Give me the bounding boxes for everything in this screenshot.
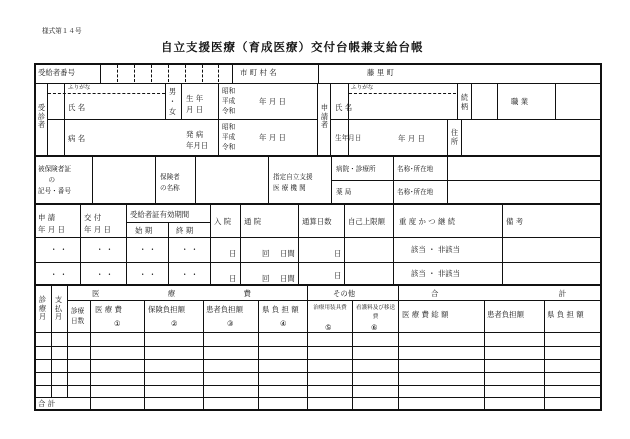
hospital-days-unit-1: 日 <box>229 249 237 258</box>
validity-start-1: ・ ・ <box>139 245 157 254</box>
col-patient-share: 患者負担額 <box>206 305 243 314</box>
application-date-2: ・ ・ <box>50 270 68 279</box>
patient-section-label: 受 診 者 <box>37 103 46 129</box>
form-number: 様式第１４号 <box>42 27 82 35</box>
total-days-unit-2: 日 <box>334 271 342 280</box>
sum-row-label: 合 計 <box>38 399 56 408</box>
validity-end-2: ・ ・ <box>181 270 199 279</box>
col-medical-cost: 医 療 費 <box>95 305 122 314</box>
insurer-label: 保険者 の名称 <box>160 173 180 192</box>
patient-name-label: 氏 名 <box>68 103 86 112</box>
col-nursing-transport: 看護料及び移送費 <box>355 305 396 320</box>
payment-month-label: 支 払 月 <box>54 295 63 321</box>
validity-end-label: 終 期 <box>176 226 194 235</box>
municipality-label: 市 町 村 名 <box>240 68 277 77</box>
medical-cost-header: 医 療 費 <box>92 289 251 298</box>
patient-birth-eras: 昭和 平成 令和 <box>222 87 236 115</box>
onset-eras: 昭和 平成 令和 <box>222 123 236 151</box>
total-days-unit-1: 日 <box>334 249 342 258</box>
patient-furigana-label: ふりがな <box>68 85 91 91</box>
onset-ymd: 年 月 日 <box>259 133 286 142</box>
col-insurance-share: 保険負担額 <box>148 305 185 314</box>
other-header: その他 <box>333 289 356 298</box>
hospital-label: 病院・診療所 <box>336 165 376 173</box>
hospital-days-unit-2: 日 <box>229 274 237 283</box>
treatment-days-label: 診療 日数 <box>71 307 85 325</box>
applicant-birth-ymd: 年 月 日 <box>398 134 425 143</box>
issue-date-2: ・ ・ <box>96 270 114 279</box>
col-orthosis-cost-num: ⑤ <box>325 323 332 332</box>
address-label: 住 所 <box>450 128 459 146</box>
disease-label: 病 名 <box>68 134 86 143</box>
total-header: 合 計 <box>431 289 567 298</box>
col-nursing-transport-num: ⑥ <box>371 323 378 332</box>
col-insurance-share-num: ② <box>171 319 178 328</box>
page-title: 自立支援医療（育成医療）交付台帳兼支給台帳 <box>161 40 424 54</box>
outpatient-label: 通 院 <box>244 217 262 226</box>
hospital-name-address-label: 名称･所在地 <box>397 165 434 173</box>
pharmacy-name-address-label: 名称･所在地 <box>397 188 434 196</box>
application-date-1: ・ ・ <box>50 245 68 254</box>
designated-institution-label: 指定自立支援 医 療 機 関 <box>273 173 313 192</box>
sex-selector[interactable]: 男 ・ 女 <box>168 87 177 116</box>
application-date-label: 申 請 年 月 日 <box>38 213 65 234</box>
validity-start-label: 始 期 <box>135 226 153 235</box>
hospitalization-label: 入 院 <box>214 217 232 226</box>
col-prefecture-share: 県 負 担 額 <box>262 305 299 314</box>
severity-label: 重 度 か つ 継 続 <box>399 217 456 226</box>
col-total-patient-share: 患者負担額 <box>487 310 524 319</box>
validity-end-1: ・ ・ <box>181 245 199 254</box>
col-medical-cost-num: ① <box>114 319 121 328</box>
validity-start-2: ・ ・ <box>139 270 157 279</box>
severity-option-2[interactable]: 該当 ・ 非該当 <box>411 269 461 278</box>
municipality-value: 藤 里 町 <box>367 68 394 77</box>
visit-days-unit-2: 日間 <box>280 274 295 283</box>
validity-period-label: 受給者証有効期間 <box>130 210 190 219</box>
visit-count-unit-1: 回 <box>262 249 270 258</box>
col-prefecture-share-num: ④ <box>280 319 287 328</box>
copay-limit-label: 自己上限額 <box>348 217 385 226</box>
col-orthosis-cost: 治療用装具費 <box>313 305 347 311</box>
col-total-medical-cost: 医 療 費 総 額 <box>402 310 449 319</box>
onset-date-label: 発 病 年月日 <box>186 130 209 150</box>
visit-days-unit-1: 日間 <box>280 249 295 258</box>
applicant-furigana-label: ふりがな <box>351 85 374 91</box>
applicant-name-label: 氏 名 <box>335 103 353 112</box>
col-patient-share-num: ③ <box>227 319 234 328</box>
pharmacy-label: 薬 局 <box>336 188 352 196</box>
col-total-prefecture-share: 県 負 担 額 <box>547 310 584 319</box>
applicant-birthdate-label: 生年月日 <box>335 134 362 142</box>
remarks-label: 備 考 <box>506 217 524 226</box>
issue-date-label: 交 付 年 月 日 <box>84 213 111 234</box>
insured-card-label: 被保険者証 の 記号・番号 <box>38 165 71 195</box>
severity-option-1[interactable]: 該当 ・ 非該当 <box>411 245 461 254</box>
occupation-label: 職 業 <box>511 97 529 106</box>
issue-date-1: ・ ・ <box>96 245 114 254</box>
patient-birthdate-label: 生 年 月 日 <box>186 94 204 114</box>
recipient-number-label: 受給者番号 <box>38 68 75 77</box>
patient-birth-ymd: 年 月 日 <box>259 97 286 106</box>
applicant-section-label: 申 請 者 <box>320 103 329 129</box>
total-days-label: 通算日数 <box>302 217 332 226</box>
relation-label: 続 柄 <box>460 93 469 111</box>
visit-count-unit-2: 回 <box>262 274 270 283</box>
treatment-month-label: 診 療 月 <box>38 295 47 321</box>
